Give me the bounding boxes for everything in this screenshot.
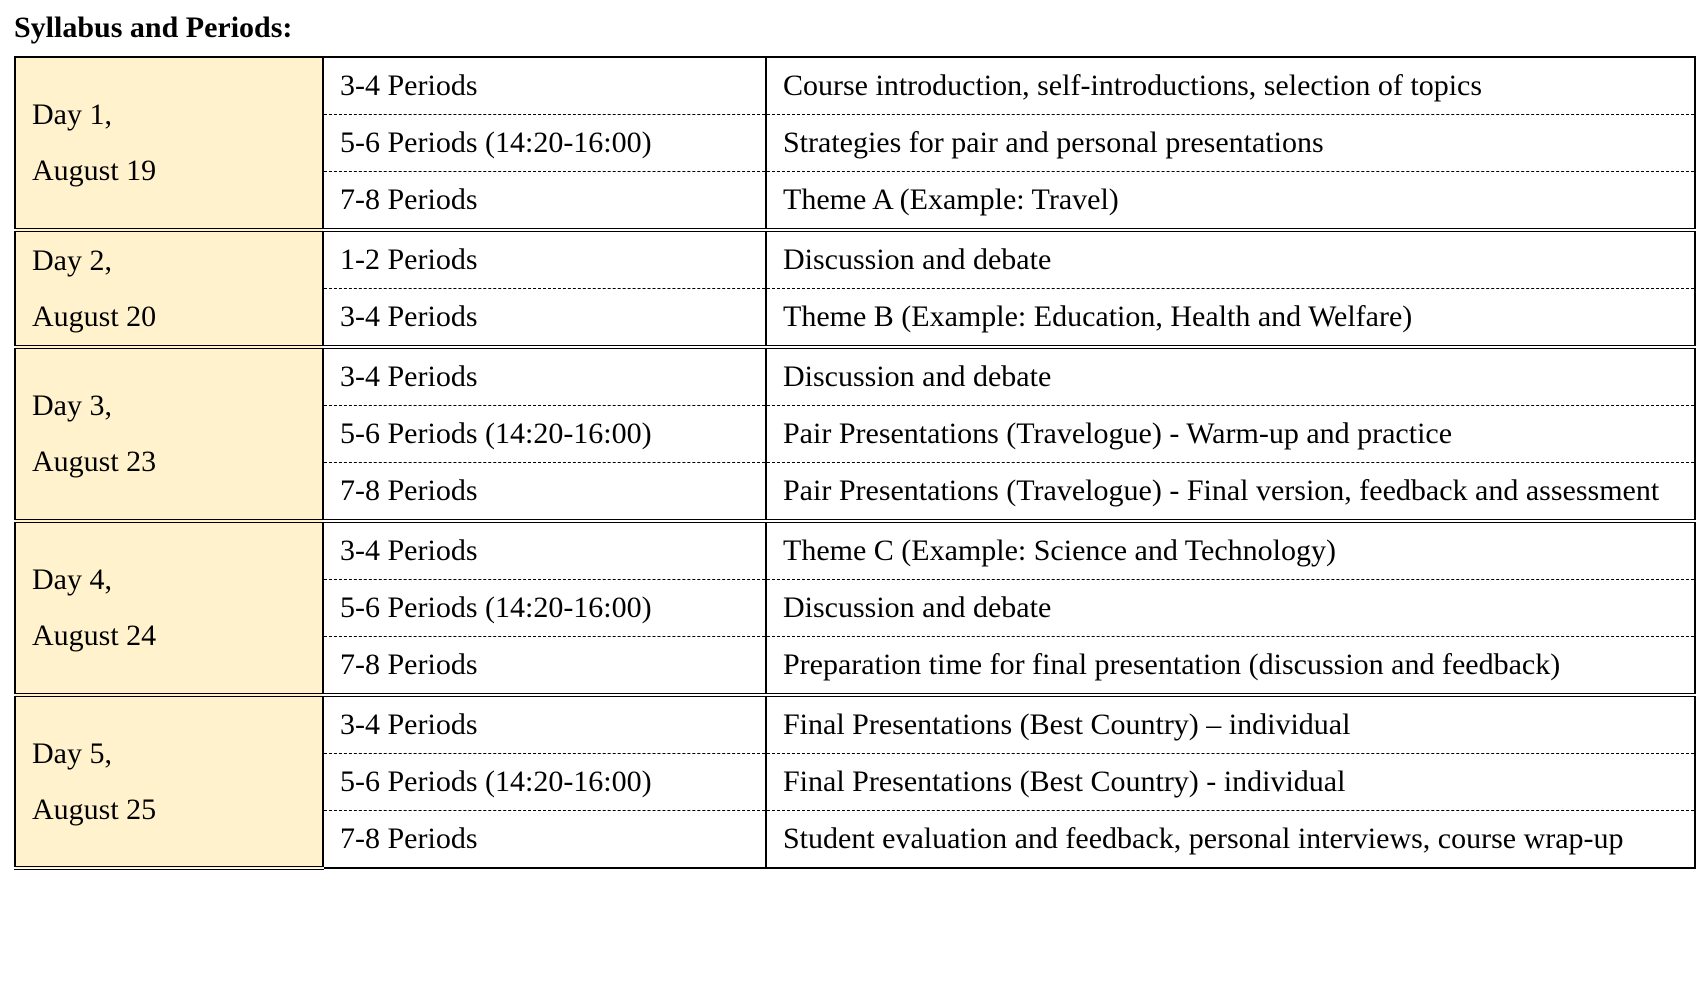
topic-cell: Discussion and debate bbox=[766, 580, 1695, 637]
period-cell: 7-8 Periods bbox=[323, 811, 766, 869]
day-label: Day 5, bbox=[32, 736, 112, 770]
topic-cell: Discussion and debate bbox=[766, 230, 1695, 289]
period-cell: 7-8 Periods bbox=[323, 463, 766, 522]
table-row bbox=[15, 521, 1695, 580]
day-label: Day 1, bbox=[32, 98, 112, 131]
topic-cell: Pair Presentations (Travelogue) - Final version, feedback and assessment bbox=[766, 463, 1695, 522]
topic-cell: Theme B (Example: Education, Health and Welfare) bbox=[766, 289, 1695, 348]
day-date: August 20 bbox=[32, 299, 157, 333]
day-date: August 24 bbox=[32, 619, 157, 652]
topic-cell: Student evaluation and feedback, personal interviews, course wrap-up bbox=[766, 811, 1695, 869]
period-cell: 3-4 Periods bbox=[323, 521, 766, 580]
topic-cell: Discussion and debate bbox=[766, 347, 1695, 406]
day-cell bbox=[15, 57, 323, 230]
period-cell: 3-4 Periods bbox=[323, 347, 766, 406]
day-label: Day 3, bbox=[32, 389, 112, 422]
period-cell: 3-4 Periods bbox=[323, 289, 766, 348]
day-cell bbox=[15, 521, 323, 695]
table-row bbox=[15, 57, 1695, 115]
topic-cell: Final Presentations (Best Country) - individual bbox=[766, 754, 1695, 811]
period-cell: 3-4 Periods bbox=[323, 695, 766, 754]
period-cell: 7-8 Periods bbox=[323, 172, 766, 231]
topic-cell: Final Presentations (Best Country) – individual bbox=[766, 695, 1695, 754]
day-cell bbox=[15, 347, 323, 521]
table-row bbox=[15, 230, 1695, 289]
period-cell: 5-6 Periods (14:20-16:00) bbox=[323, 115, 766, 172]
page-heading: Syllabus and Periods: bbox=[14, 11, 293, 44]
day-cell bbox=[15, 230, 323, 347]
day-cell bbox=[15, 695, 323, 868]
period-cell: 7-8 Periods bbox=[323, 637, 766, 696]
topic-cell: Course introduction, self-introductions, selection of topics bbox=[766, 57, 1695, 115]
topic-cell: Theme C (Example: Science and Technology) bbox=[766, 521, 1695, 580]
period-cell: 5-6 Periods (14:20-16:00) bbox=[323, 580, 766, 637]
day-label: Day 4, bbox=[32, 563, 112, 596]
day-date: August 19 bbox=[32, 154, 157, 187]
syllabus-table bbox=[14, 56, 1696, 870]
period-cell: 5-6 Periods (14:20-16:00) bbox=[323, 754, 766, 811]
topic-cell: Strategies for pair and personal presentations bbox=[766, 115, 1695, 172]
period-cell: 1-2 Periods bbox=[323, 230, 766, 289]
period-cell: 3-4 Periods bbox=[323, 57, 766, 115]
table-row bbox=[15, 695, 1695, 754]
topic-cell: Preparation time for final presentation (discussion and feedback) bbox=[766, 637, 1695, 696]
day-label: Day 2, bbox=[32, 243, 112, 277]
topic-cell: Theme A (Example: Travel) bbox=[766, 172, 1695, 231]
table-row bbox=[15, 347, 1695, 406]
day-date: August 23 bbox=[32, 445, 157, 478]
day-date: August 25 bbox=[32, 792, 157, 826]
topic-cell: Pair Presentations (Travelogue) - Warm-up and practice bbox=[766, 406, 1695, 463]
period-cell: 5-6 Periods (14:20-16:00) bbox=[323, 406, 766, 463]
